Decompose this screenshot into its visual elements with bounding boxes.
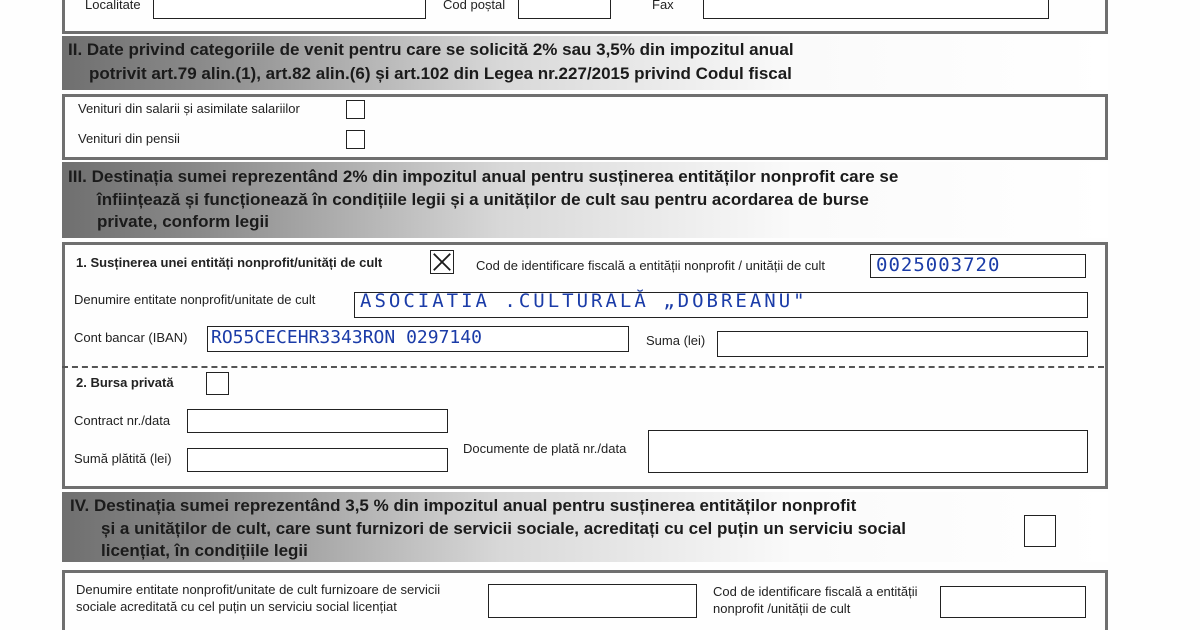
subsection1-label: 1. Susținerea unei entități nonprofit/unități de cult [76,255,383,270]
cif-handwritten-value: 0025003720 [876,254,1001,276]
denumire-handwritten-value: ASOCIATIA .CULTURALĂ „DOBREANU" [360,290,808,312]
s4-denumire-field[interactable] [488,584,697,618]
localitate-field[interactable] [153,0,426,19]
pensii-checkbox[interactable] [346,130,365,149]
suma-platita-label: Sumă plătită (lei) [74,451,172,466]
suma-label: Suma (lei) [646,333,706,348]
fax-label: Fax [652,0,674,12]
contract-label: Contract nr./data [74,413,171,428]
s4-cif-field[interactable] [940,586,1086,618]
pensii-option-label: Venituri din pensii [78,131,180,146]
x-mark-icon [431,251,453,273]
contract-field[interactable] [187,409,448,433]
documente-field[interactable] [648,430,1088,473]
section3-title-line3: private, conform legii [97,212,269,231]
iban-handwritten-value: RO55CECEHR3343RON 0297140 [211,327,482,348]
salarii-checkbox[interactable] [346,100,365,119]
denumire-label: Denumire entitate nonprofit/unitate de cult [74,292,316,307]
section2-title-line1: II. Date privind categoriile de venit pentru care se solicită 2% sau 3,5% din impozitul anual [68,40,794,59]
section3-title-line2: înființează și funcționează în condițiile legii și a unităților de cult sau pentru acordarea de burse [97,190,869,209]
cif-label: Cod de identificare fiscală a entității nonprofit / unității de cult [476,258,826,273]
fax-field[interactable] [703,0,1049,19]
section4-checkbox[interactable] [1024,515,1056,547]
section2-title-line2: potrivit art.79 alin.(1), art.82 alin.(6) și art.102 din Legea nr.227/2015 privind Codul fiscal [89,64,792,83]
suma-field[interactable] [717,331,1088,357]
suma-platita-field[interactable] [187,448,448,472]
subsection-divider [62,366,1104,368]
documente-label: Documente de plată nr./data [463,441,627,456]
iban-label: Cont bancar (IBAN) [74,330,188,345]
s4-cif-label-line2: nonprofit /unității de cult [713,601,851,616]
cod-postal-label: Cod poștal [443,0,506,12]
subsection2-label: 2. Bursa privată [76,375,174,390]
bursa-checkbox[interactable] [206,372,229,395]
s4-cif-label-line1: Cod de identificare fiscală a entității [713,584,918,599]
nonprofit-checkbox[interactable] [430,250,454,274]
section4-title-line1: IV. Destinația sumei reprezentând 3,5 % din impozitul anual pentru susținerea entităților nonprofit [70,496,857,515]
salarii-option-label: Venituri din salarii și asimilate salariilor [78,101,300,116]
section4-title-line2: și a unităților de cult, care sunt furnizori de servicii sociale, acreditați cu cel puțin un serviciu social [101,519,906,538]
localitate-label: Localitate [85,0,141,12]
section4-title-line3: licențiat, în condițiile legii [101,541,308,560]
cod-postal-field[interactable] [518,0,611,19]
s4-name-label-line2: sociale acreditată cu cel puțin un serviciu social licențiat [76,599,397,614]
s4-name-label-line1: Denumire entitate nonprofit/unitate de cult furnizoare de servicii [76,582,441,597]
section3-title-line1: III. Destinația sumei reprezentând 2% din impozitul anual pentru susținerea entităților nonprofit care se [68,167,899,186]
